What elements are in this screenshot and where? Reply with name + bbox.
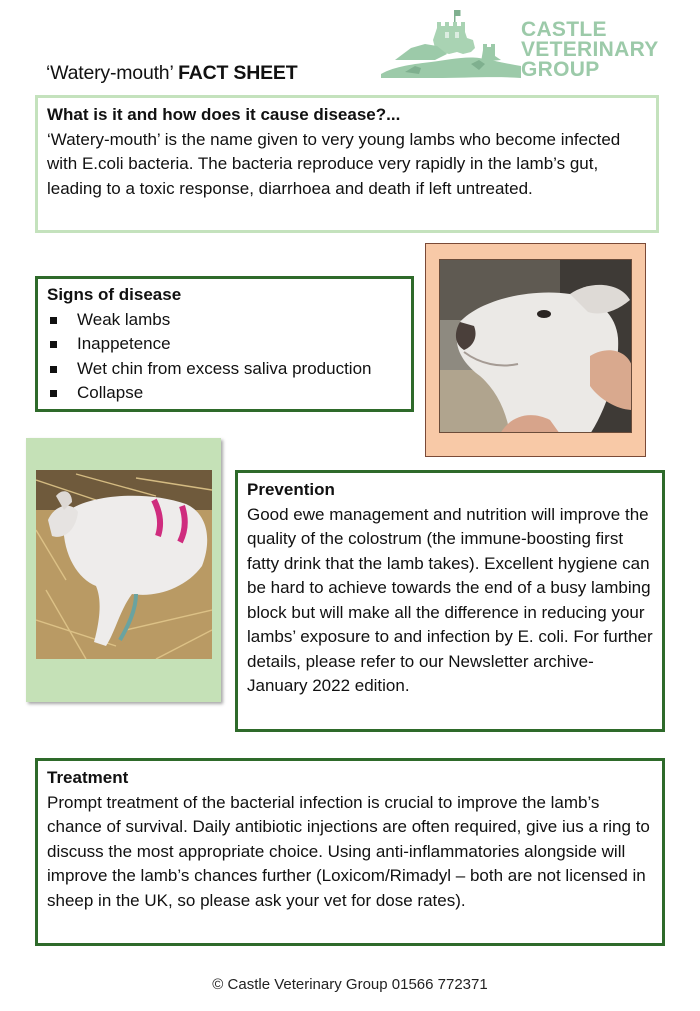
logo-line-veterinary: VETERINARY bbox=[521, 38, 659, 61]
signs-heading: Signs of disease bbox=[47, 285, 182, 304]
collapsed-lamb-photo bbox=[36, 470, 212, 659]
sign-item-wet-chin: Wet chin from excess saliva production bbox=[47, 357, 402, 382]
signs-list bbox=[47, 308, 402, 406]
title-prefix: ‘Watery-mouth’ bbox=[46, 62, 179, 84]
treatment-body: Prompt treatment of the bacterial infection is crucial to improve the lamb’s chance of survival. Daily antibiotic injections are often required, give ius a ring to discuss the most appropriate choice. Using anti-inflammatories alongside will improve the lamb’s chances further (Loxicom/Rimadyl – both are not licensed in sheep in the UK, so please ask your vet for dose rates). bbox=[47, 792, 650, 910]
logo-line-group: GROUP bbox=[521, 58, 600, 81]
lamb-head-photo bbox=[439, 259, 632, 433]
sign-item-inappetence: Inappetence bbox=[47, 332, 402, 357]
treatment-section bbox=[35, 758, 665, 946]
what-is-it-body: ‘Watery-mouth’ is the name given to very young lambs who become infected with E.coli bacteria. The bacteria reproduce very rapidly in the lamb’s gut, leading to a toxic response, diarrhoea and death if left untreated. bbox=[47, 129, 621, 198]
footer-contact: © Castle Veterinary Group 01566 772371 bbox=[212, 976, 488, 993]
logo-wordmark bbox=[521, 20, 671, 80]
page-title bbox=[46, 62, 297, 85]
castle-veterinary-group-logo bbox=[375, 4, 670, 86]
sign-item-collapse: Collapse bbox=[47, 381, 402, 406]
castle-logo-icon bbox=[375, 4, 525, 86]
what-is-it-heading: What is it and how does it cause disease?... bbox=[47, 105, 401, 124]
signs-of-disease-section bbox=[35, 276, 414, 412]
logo-line-castle: CASTLE bbox=[521, 18, 607, 41]
what-is-it-section bbox=[35, 95, 659, 233]
title-bold: FACT SHEET bbox=[178, 62, 298, 84]
treatment-heading: Treatment bbox=[47, 768, 129, 787]
collapsed-lamb-image-icon bbox=[36, 470, 212, 659]
prevention-body: Good ewe management and nutrition will improve the quality of the colostrum (the immune-boosting first fatty drink that the lamb takes). Excellent hygiene can be hard to achieve towards the end of a busy lambing block but will make all the difference in reducing your lambs’ exposure to and infection by E. coli. For further details, please refer to our Newsletter archive- January 2022 edition. bbox=[247, 504, 653, 695]
prevention-section bbox=[235, 470, 665, 732]
sign-item-weak-lambs: Weak lambs bbox=[47, 308, 402, 333]
prevention-heading: Prevention bbox=[247, 480, 335, 499]
lamb-head-image-icon bbox=[440, 260, 632, 433]
